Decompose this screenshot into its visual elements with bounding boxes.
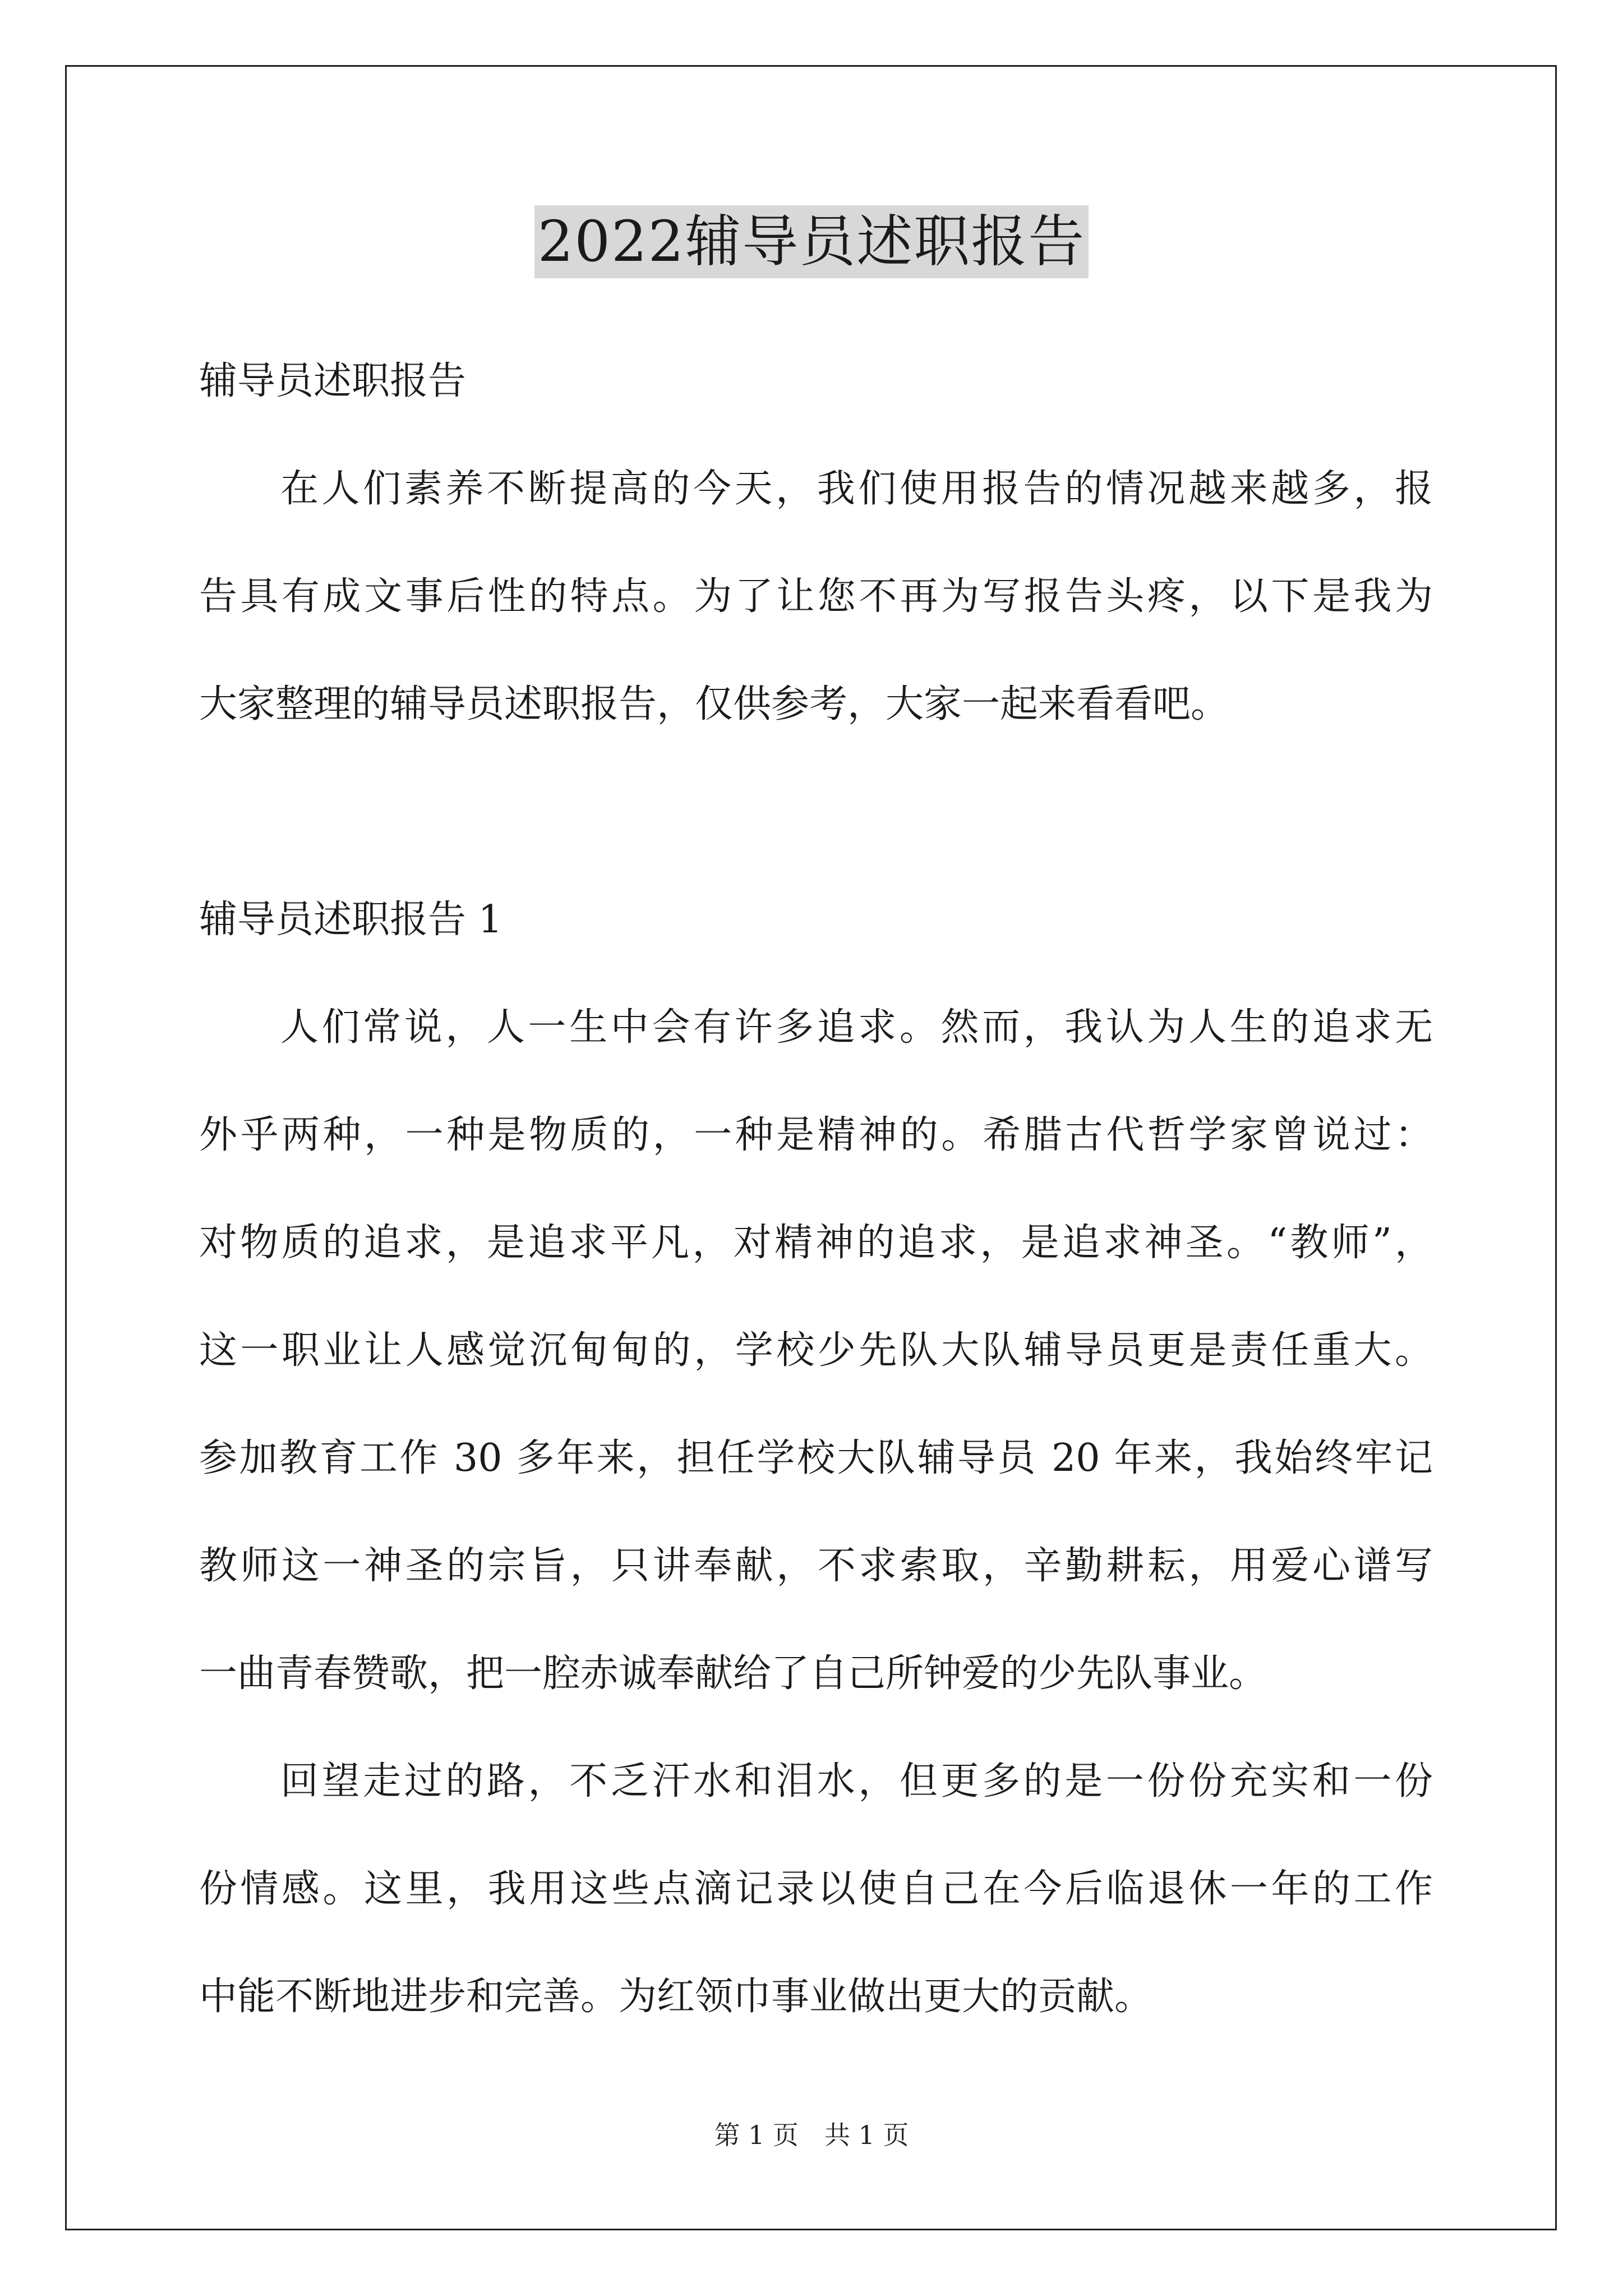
paragraph-line: 这一职业让人感觉沉甸甸的，学校少先队大队辅导员更是责任重大。 <box>199 1328 1433 1373</box>
paragraph-line: 参加教育工作 30 多年来，担任学校大队辅导员 20 年来，我始终牢记 <box>199 1436 1433 1480</box>
paragraph-line: 回望走过的路，不乏汗水和泪水，但更多的是一份份充实和一份 <box>280 1759 1433 1803</box>
paragraph-line: 一曲青春赞歌，把一腔赤诚奉献给了自己所钟爱的少先队事业。 <box>199 1651 1267 1696</box>
intro-line: 在人们素养不断提高的今天，我们使用报告的情况越来越多，报 <box>280 467 1433 511</box>
paragraph-line: 对物质的追求，是追求平凡，对精神的追求，是追求神圣。“教师”， <box>199 1221 1433 1265</box>
paragraph-line: 份情感。这里，我用这些点滴记录以使自己在今后临退休一年的工作 <box>199 1867 1433 1911</box>
intro-line: 大家整理的辅导员述职报告，仅供参考，大家一起来看看吧。 <box>199 682 1229 726</box>
document-body <box>199 348 1433 2071</box>
blank-line <box>199 779 1433 886</box>
paragraph-line: 中能不断地进步和完善。为红领巾事业做出更大的贡献。 <box>199 1975 1153 2019</box>
document-title: 2022辅导员述职报告 <box>534 205 1089 278</box>
paragraph-line: 外乎两种，一种是物质的，一种是精神的。希腊古代哲学家曾说过： <box>199 1113 1433 1157</box>
title-wrapper <box>0 205 1623 278</box>
paragraph-line: 人们常说，人一生中会有许多追求。然而，我认为人生的追求无 <box>280 1005 1433 1050</box>
section-heading: 辅导员述职报告 1 <box>199 898 502 942</box>
intro-heading: 辅导员述职报告 <box>199 359 467 403</box>
paragraph-line: 教师这一神圣的宗旨，只讲奉献，不求索取，辛勤耕耘，用爱心谱写 <box>199 1544 1433 1588</box>
intro-line: 告具有成文事后性的特点。为了让您不再为写报告头疼，以下是我为 <box>199 574 1433 619</box>
page-footer: 第 1 页 共 1 页 <box>714 2120 909 2150</box>
